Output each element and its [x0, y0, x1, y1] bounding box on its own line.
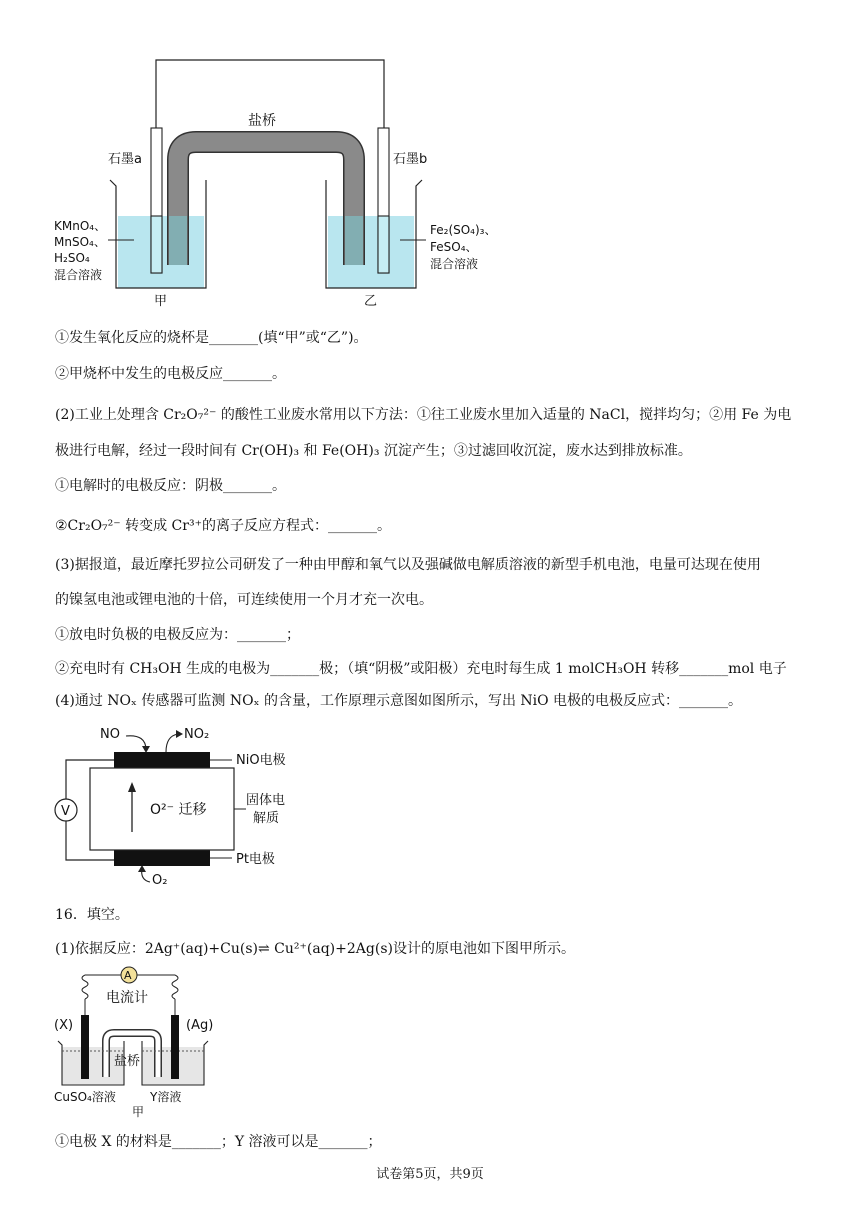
page-footer: 试卷第5页，共9页 [376, 1167, 484, 1182]
salt-bridge-label-2: 盐桥 [114, 1054, 141, 1069]
electrode-b-label: 石墨b [393, 152, 428, 167]
galvanometer-label: 电流计 [106, 990, 148, 1006]
left-solution-label: CuSO₄溶液 [54, 1090, 116, 1104]
figure-galvanic-cell-jia [50, 965, 250, 1120]
question-16-1-stem: (1)依据反应：2Ag⁺(aq)+Cu(s)⇌ Cu²⁺(aq)+2Ag(s)设计的原电池如下图甲所示。 [55, 941, 575, 957]
right-solution-line-2: FeSO₄、 [430, 240, 478, 254]
solid-electrolyte-label-1: 固体电 [246, 793, 286, 808]
left-solution-line-3: H₂SO₄ [54, 251, 90, 265]
left-solution-line-4: 混合溶液 [54, 268, 103, 282]
question-15-2-stem-line-2: 极进行电解，经过一段时间有 Cr(OH)₃ 和 Fe(OH)₃ 沉淀产生；③过滤回收沉淀，废水达到排放标准。 [55, 443, 692, 459]
left-solution-line-2: MnSO₄、 [54, 235, 106, 249]
electrode-a-label: 石墨a [108, 152, 142, 167]
no2-label: NO₂ [184, 727, 210, 742]
question-15-3-stem-line-1: (3)据报道，最近摩托罗拉公司研发了一种由甲醇和氧气以及强碱做电解质溶液的新型手机电池，电量可达现在使用 [55, 557, 761, 573]
question-15-3-part-1: ①放电时负极的电极反应为：_______； [55, 627, 300, 643]
electrode-x-label: (X) [54, 1018, 74, 1033]
figure-caption-jia: 甲 [132, 1105, 145, 1119]
pt-electrode-label: Pt电极 [236, 852, 275, 867]
question-15-3-part-2: ②充电时有 CH₃OH 生成的电极为_______极；（填“阴极”或阳极）充电时每生成 1 molCH₃OH 转移_______mol 电子 [55, 661, 787, 677]
question-15-2-part-2: ②Cr₂O₇²⁻ 转变成 Cr³⁺的离子反应方程式：_______。 [55, 518, 391, 534]
right-solution-line-3: 混合溶液 [430, 257, 479, 271]
electrode-ag-label: (Ag) [186, 1018, 214, 1033]
voltmeter-label: V [61, 804, 70, 819]
question-15-1-part-1: ①发生氧化反应的烧杯是_______(填“甲”或“乙”)。 [55, 330, 368, 346]
no-label: NO [100, 727, 120, 742]
question-15-2-stem-line-1: (2)工业上处理含 Cr₂O₇²⁻ 的酸性工业废水常用以下方法：①往工业废水里加入适量的 NaCl，搅拌均匀；②用 Fe 为电 [55, 407, 792, 423]
left-solution-line-1: KMnO₄、 [54, 219, 107, 233]
question-16-title: 16．填空。 [55, 907, 129, 923]
question-15-3-stem-line-2: 的镍氢电池或锂电池的十倍，可连续使用一个月才充一次电。 [55, 592, 433, 608]
ammeter-label: A [124, 969, 132, 982]
salt-bridge-label: 盐桥 [248, 113, 276, 129]
right-solution-label: Y溶液 [150, 1090, 182, 1104]
left-beaker-label: 甲 [154, 294, 168, 309]
solid-electrolyte-label-2: 解质 [253, 811, 280, 826]
o2-label: O₂ [152, 873, 168, 888]
question-15-4: (4)通过 NOₓ 传感器可监测 NOₓ 的含量，工作原理示意图如图所示，写出 NiO 电极的电极反应式：_______。 [55, 693, 743, 709]
figure-nox-sensor [50, 722, 320, 892]
right-solution-line-1: Fe₂(SO₄)₃、 [430, 223, 497, 237]
question-15-2-part-1: ①电解时的电极反应：阴极_______。 [55, 478, 286, 494]
figure-galvanic-cell [50, 50, 520, 310]
nio-electrode-label: NiO电极 [236, 753, 286, 768]
question-15-1-part-2: ②甲烧杯中发生的电极反应_______。 [55, 366, 286, 382]
right-beaker-label: 乙 [364, 294, 378, 309]
migration-label: O²⁻ 迁移 [150, 802, 207, 818]
question-16-1-part-1: ①电极 X 的材料是_______；Y 溶液可以是_______； [55, 1134, 382, 1150]
